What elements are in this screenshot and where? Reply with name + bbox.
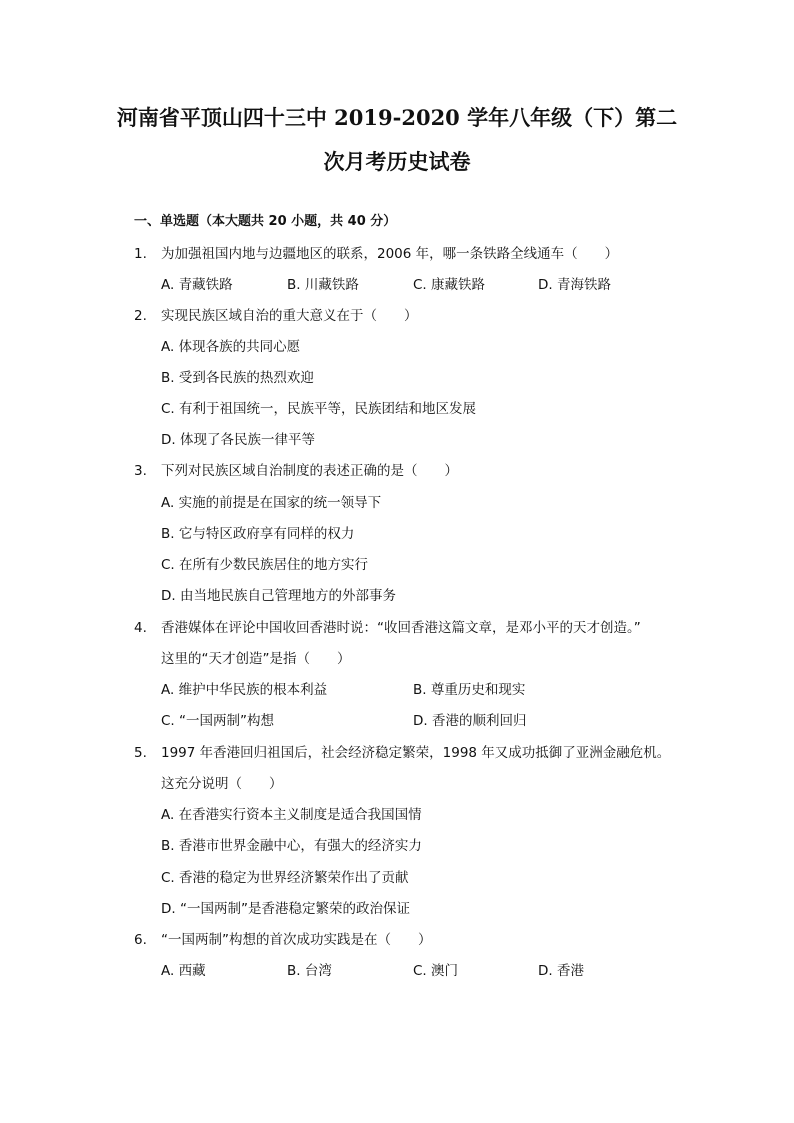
question-number: 4. xyxy=(134,620,147,636)
option-b[interactable]: B. 台湾 xyxy=(287,963,332,979)
question-stem-continued: 这里的“天才创造”是指（ ） xyxy=(161,651,351,667)
option-c[interactable]: C. 香港的稳定为世界经济繁荣作出了贡献 xyxy=(161,870,409,886)
question-stem: 实现民族区域自治的重大意义在于（ ） xyxy=(161,308,418,324)
question-stem: 香港媒体在评论中国收回香港时说：“收回香港这篇文章，是邓小平的天才创造。” xyxy=(161,620,641,636)
question-stem: 为加强祖国内地与边疆地区的联系，2006 年，哪一条铁路全线通车（ ） xyxy=(161,246,619,262)
question-stem: “一国两制”构想的首次成功实践是在（ ） xyxy=(161,932,432,948)
option-b[interactable]: B. 香港市世界金融中心，有强大的经济实力 xyxy=(161,838,422,854)
question-number: 2. xyxy=(134,308,147,324)
option-d[interactable]: D. 香港 xyxy=(538,963,584,979)
question-stem: 1997 年香港回归祖国后，社会经济稳定繁荣，1998 年又成功抵御了亚洲金融危机。 xyxy=(161,745,671,761)
option-b[interactable]: B. 川藏铁路 xyxy=(287,277,359,293)
question-number: 6. xyxy=(134,932,147,948)
page-title xyxy=(100,96,694,184)
option-a[interactable]: A. 实施的前提是在国家的统一领导下 xyxy=(161,495,382,511)
option-d[interactable]: D. 青海铁路 xyxy=(538,277,611,293)
option-c[interactable]: C. 在所有少数民族居住的地方实行 xyxy=(161,557,369,573)
question-number: 5. xyxy=(134,745,147,761)
option-b[interactable]: B. 它与特区政府享有同样的权力 xyxy=(161,526,355,542)
option-c[interactable]: C. 有利于祖国统一，民族平等，民族团结和地区发展 xyxy=(161,401,477,417)
option-a[interactable]: A. 体现各族的共同心愿 xyxy=(161,339,301,355)
option-a[interactable]: A. 西藏 xyxy=(161,963,206,979)
option-d[interactable]: D. “一国两制”是香港稳定繁荣的政治保证 xyxy=(161,901,410,917)
option-a[interactable]: A. 维护中华民族的根本利益 xyxy=(161,682,328,698)
option-a[interactable]: A. 在香港实行资本主义制度是适合我国国情 xyxy=(161,807,422,823)
option-b[interactable]: B. 受到各民族的热烈欢迎 xyxy=(161,370,314,386)
question-stem-continued: 这充分说明（ ） xyxy=(161,776,283,792)
option-a[interactable]: A. 青藏铁路 xyxy=(161,277,233,293)
option-c[interactable]: C. 澳门 xyxy=(413,963,459,979)
question-stem: 下列对民族区域自治制度的表述正确的是（ ） xyxy=(161,463,458,479)
option-c[interactable]: C. “一国两制”构想 xyxy=(161,713,274,729)
option-d[interactable]: D. 体现了各民族一律平等 xyxy=(161,432,315,448)
option-c[interactable]: C. 康藏铁路 xyxy=(413,277,486,293)
option-d[interactable]: D. 香港的顺利回归 xyxy=(413,713,527,729)
question-number: 3. xyxy=(134,463,147,479)
title-line-2: 次月考历史试卷 xyxy=(323,149,471,174)
title-line-1: 河南省平顶山四十三中 2019-2020 学年八年级（下）第二 xyxy=(116,105,678,130)
section-heading: 一、单选题（本大题共 20 小题，共 40 分） xyxy=(134,214,397,229)
option-d[interactable]: D. 由当地民族自己管理地方的外部事务 xyxy=(161,588,396,604)
question-number: 1. xyxy=(134,246,147,262)
option-b[interactable]: B. 尊重历史和现实 xyxy=(413,682,526,698)
